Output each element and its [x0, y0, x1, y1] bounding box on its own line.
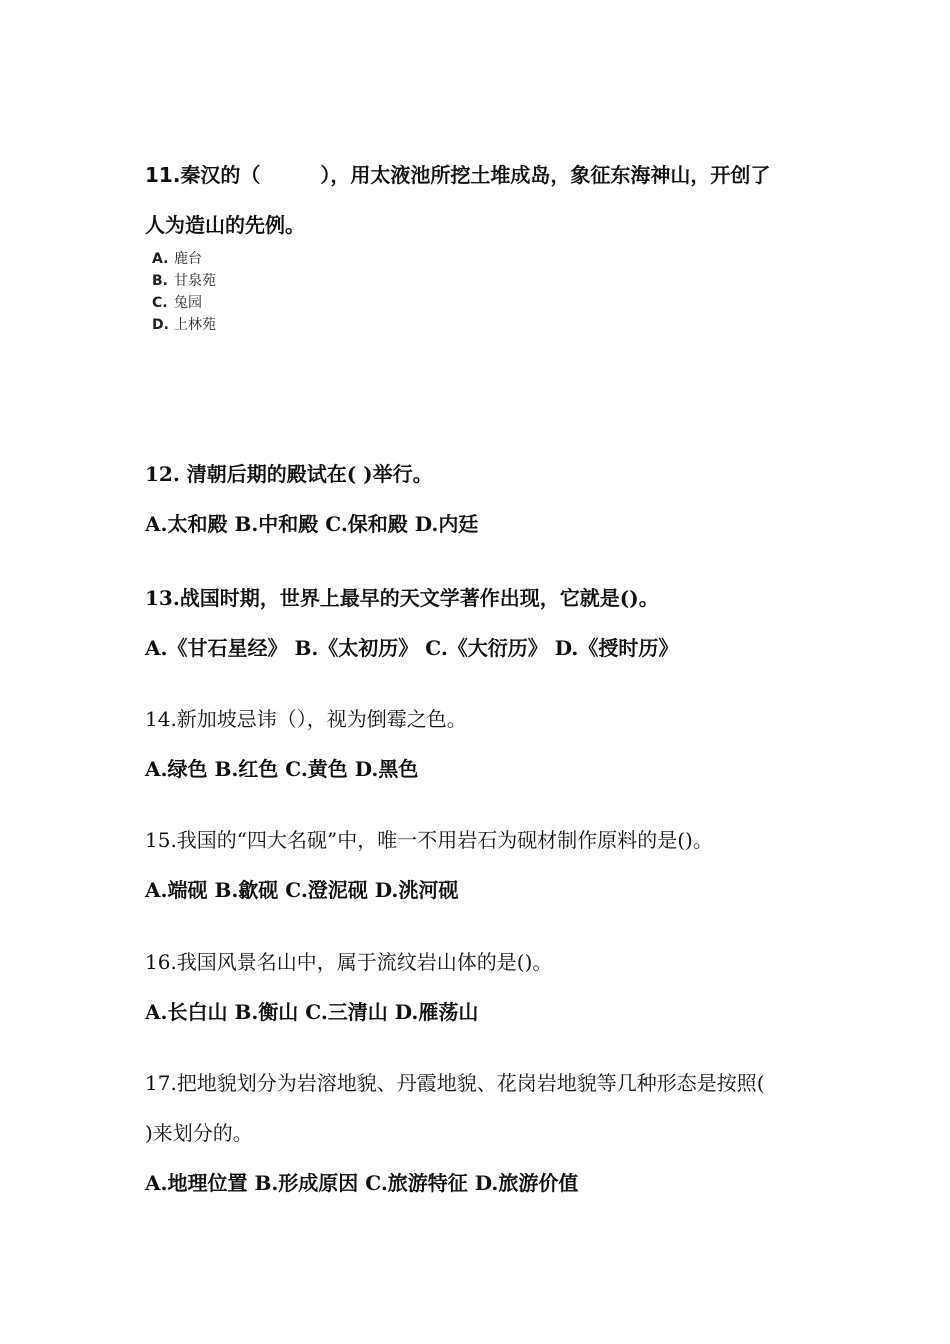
q15-options: A.端砚 B.歙砚 C.澄泥砚 D.洮河砚: [145, 878, 459, 902]
q14-options: A.绿色 B.红色 C.黄色 D.黑色: [145, 757, 419, 781]
option-text: 上林苑: [174, 317, 216, 333]
q11-stem-line2: 人为造山的先例。: [145, 213, 305, 237]
option-text: 甘泉苑: [174, 273, 216, 289]
q17-stem-line2: )来划分的。: [145, 1121, 253, 1145]
q12-options: A.太和殿 B.中和殿 C.保和殿 D.内廷: [145, 512, 479, 536]
option-text: 兔园: [174, 295, 202, 311]
option-letter: C.: [152, 295, 168, 311]
option-letter: A.: [152, 251, 169, 267]
q16-stem: 16.我国风景名山中，属于流纹岩山体的是()。: [145, 950, 553, 974]
option-letter: B.: [152, 273, 168, 289]
q16-options: A.长白山 B.衡山 C.三清山 D.雁荡山: [145, 1000, 479, 1024]
q14-stem: 14.新加坡忌讳（），视为倒霉之色。: [145, 707, 467, 731]
q12-stem: 12. 清朝后期的殿试在( )举行。: [145, 462, 433, 486]
q17-options: A.地理位置 B.形成原因 C.旅游特征 D.旅游价值: [145, 1171, 579, 1195]
q17-stem-line1: 17.把地貌划分为岩溶地貌、丹霞地貌、花岗岩地貌等几种形态是按照(: [145, 1071, 765, 1095]
q13-options: A.《甘石星经》 B.《太初历》 C.《大衍历》 D.《授时历》: [145, 636, 679, 660]
option-text: 鹿台: [174, 251, 202, 267]
q13-stem: 13.战国时期，世界上最早的天文学著作出现，它就是()。: [145, 586, 659, 610]
option-letter: D.: [152, 317, 169, 333]
q11-option-d[interactable]: [152, 316, 216, 334]
q11-option-b[interactable]: [152, 272, 216, 290]
q11-option-c[interactable]: [152, 294, 202, 312]
q11-option-a[interactable]: [152, 250, 202, 268]
q15-stem: 15.我国的“四大名砚”中，唯一不用岩石为砚材制作原料的是()。: [145, 828, 713, 852]
q11-stem-line1: 11.秦汉的（ ），用太液池所挖土堆成岛，象征东海神山，开创了: [145, 163, 771, 187]
